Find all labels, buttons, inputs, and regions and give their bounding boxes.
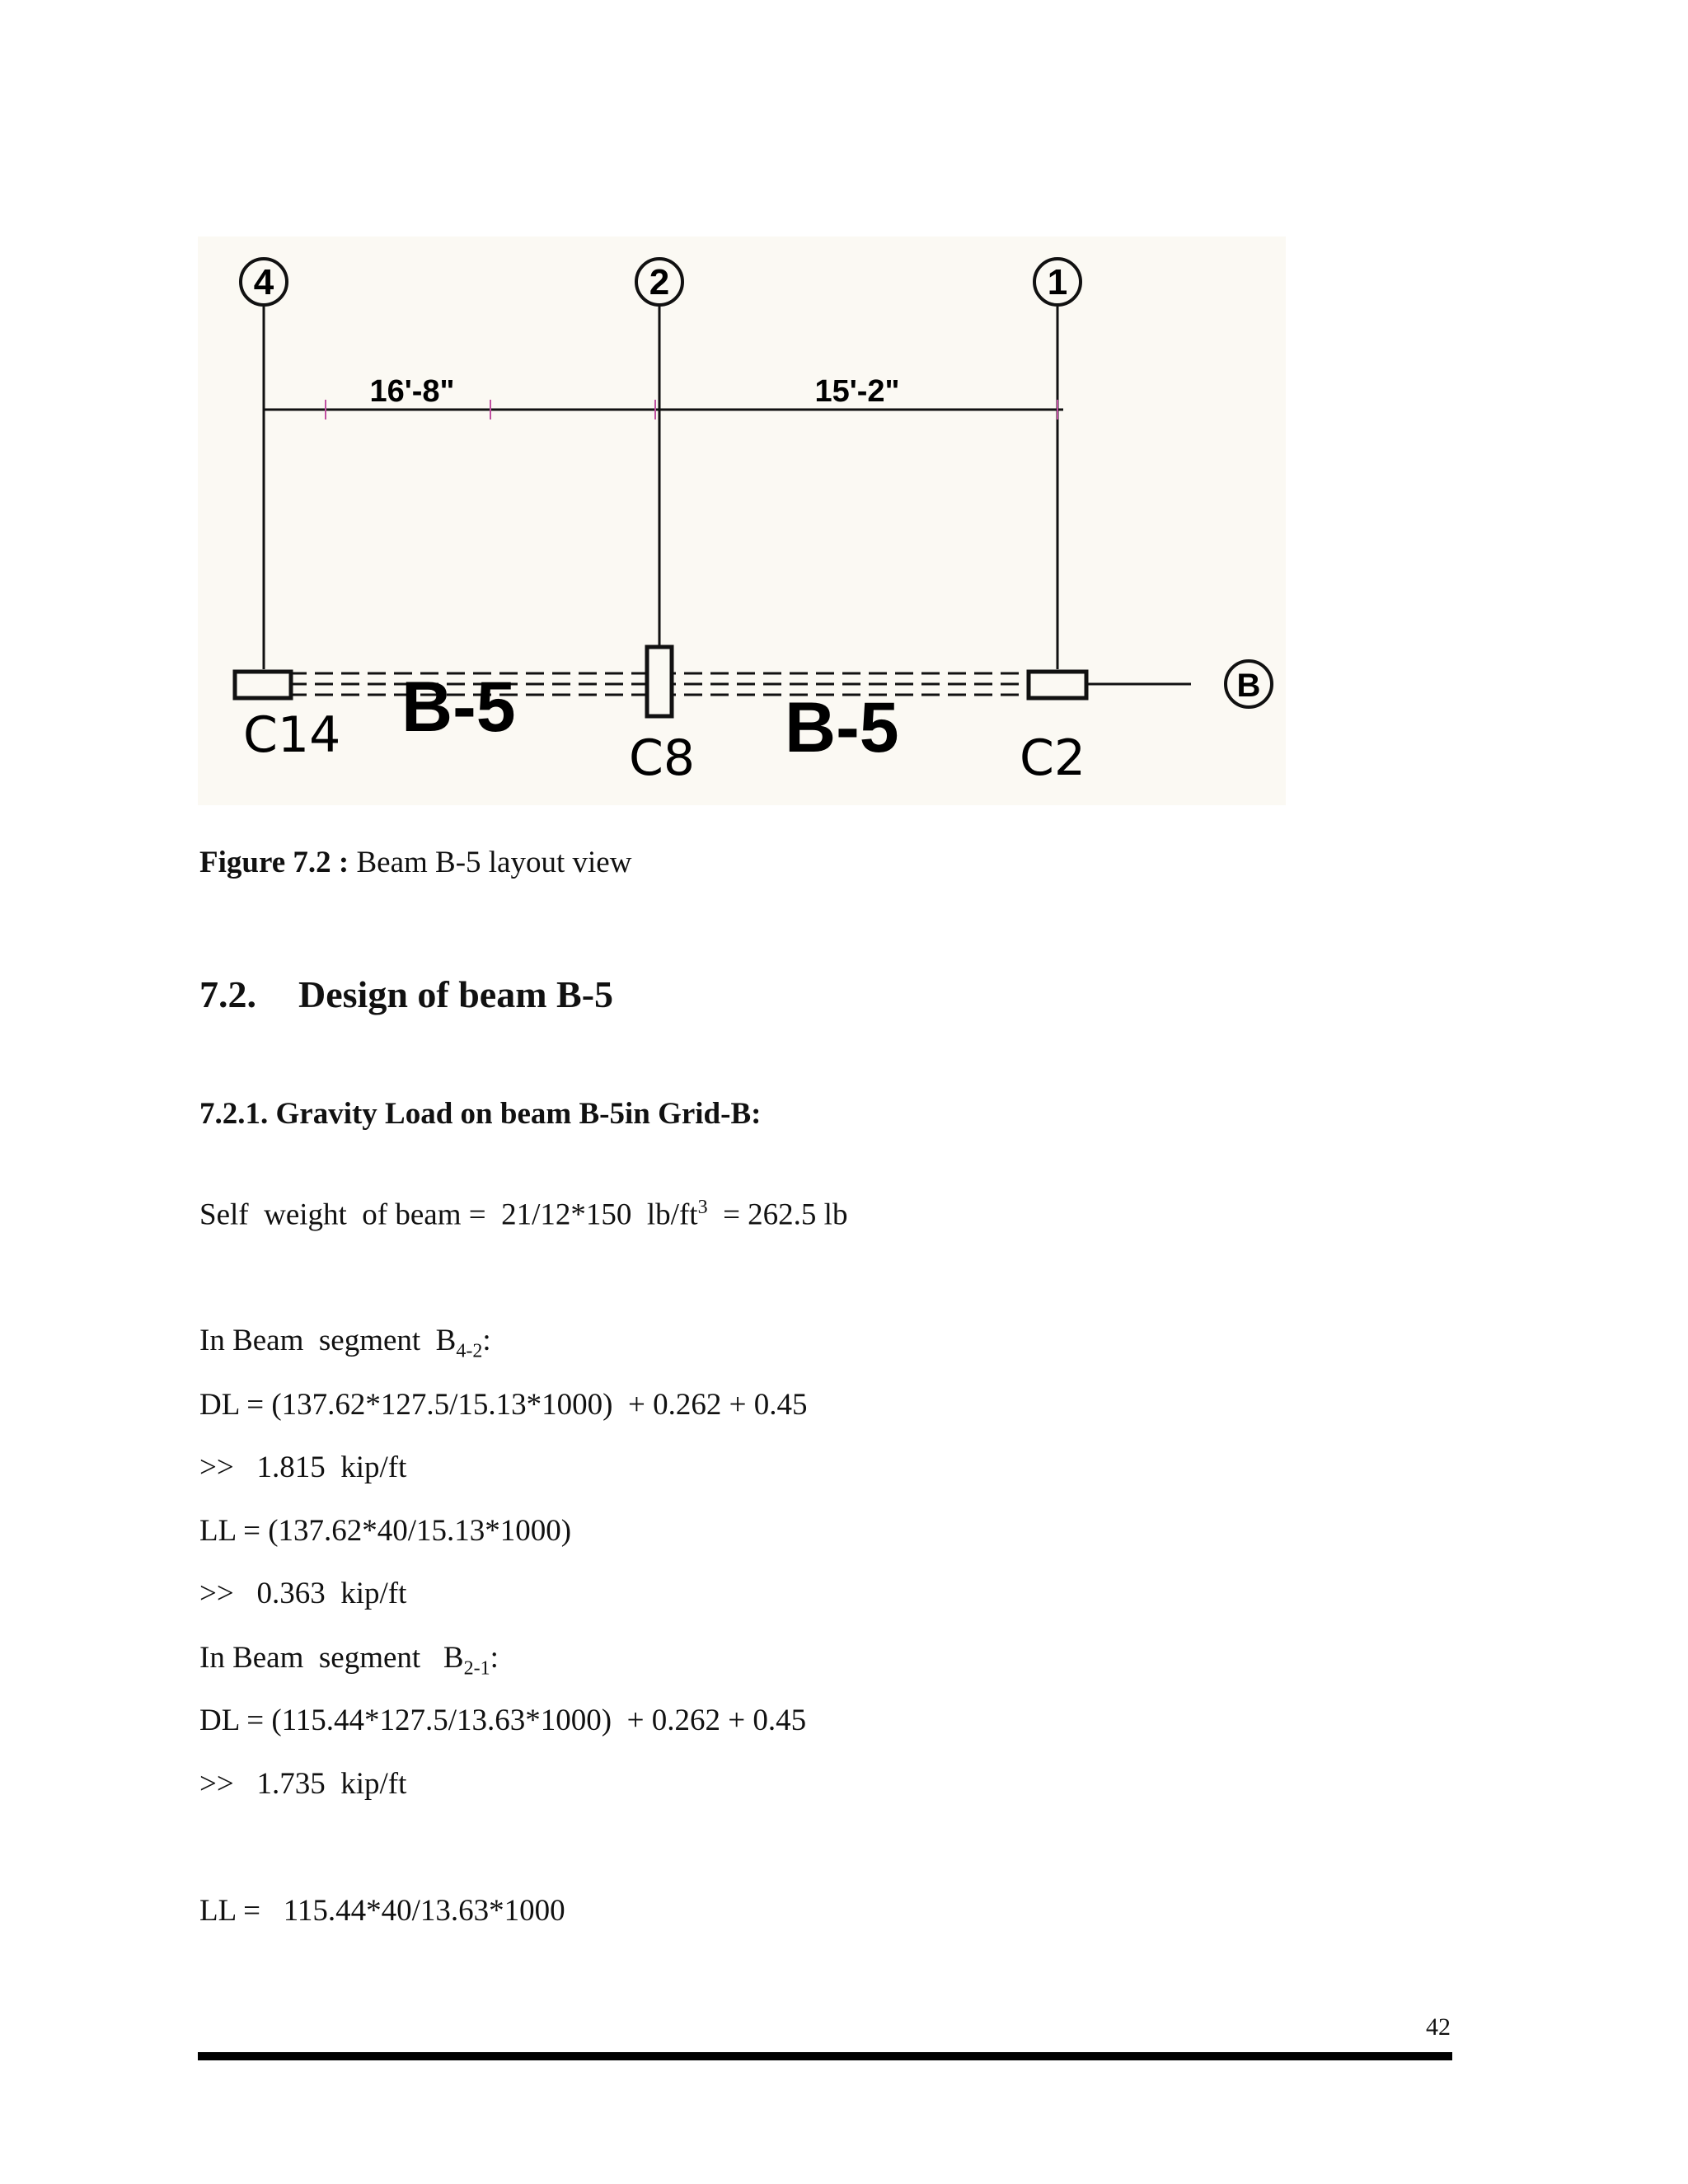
segment-2-suffix: : — [490, 1641, 499, 1675]
svg-text:2: 2 — [649, 262, 670, 302]
segment-1-subscript: 4-2 — [456, 1340, 483, 1362]
ll-segment-2: LL = 115.44*40/13.63*1000 — [199, 1894, 565, 1928]
dl-segment-2-result: >> 1.735 kip/ft — [199, 1767, 407, 1801]
column-label-c14: C14 — [243, 706, 341, 764]
section-number: 7.2. — [199, 973, 256, 1015]
dl-segment-1-result: >> 1.815 kip/ft — [199, 1451, 407, 1484]
section-heading — [199, 972, 613, 1016]
segment-1-prefix: In Beam segment B — [199, 1324, 457, 1357]
column-label-c8: C8 — [629, 729, 696, 787]
figure-caption — [199, 845, 631, 880]
ll-segment-1: LL = (137.62*40/15.13*1000) — [199, 1514, 572, 1548]
segment-2-heading — [199, 1640, 499, 1680]
dl-segment-2: DL = (115.44*127.5/13.63*1000) + 0.262 + 0.45 — [199, 1704, 807, 1737]
footer-rule — [198, 2052, 1452, 2060]
dimension-label-1: 16'-8" — [369, 374, 455, 409]
grid-bubble-2 — [636, 259, 682, 305]
beam-layout-drawing — [198, 237, 1286, 805]
dimension-label-2: 15'-2" — [814, 374, 900, 409]
segment-2-subscript: 2-1 — [463, 1657, 490, 1680]
caption-text: Beam B-5 layout view — [349, 846, 632, 879]
self-weight-line — [199, 1197, 847, 1232]
column-c14 — [235, 672, 291, 698]
beam-layout-figure — [198, 237, 1286, 805]
caption-label: Figure 7.2 : — [199, 846, 349, 879]
beam-label-1: B-5 — [401, 668, 516, 747]
beam-label-2: B-5 — [785, 688, 899, 767]
grid-bubble-1 — [1034, 259, 1081, 305]
grid-bubble-4 — [241, 259, 287, 305]
svg-text:B: B — [1236, 668, 1261, 704]
column-c8 — [647, 647, 672, 716]
self-weight-text: Self weight of beam = 21/12*150 lb/ft — [199, 1197, 698, 1232]
section-title: Design of beam B-5 — [298, 973, 614, 1015]
segment-1-heading — [199, 1323, 491, 1362]
subsection-heading: 7.2.1. Gravity Load on beam B-5in Grid-B: — [199, 1097, 762, 1131]
self-weight-result: = 262.5 lb — [707, 1197, 848, 1232]
self-weight-exponent: 3 — [697, 1197, 708, 1218]
svg-text:1: 1 — [1047, 262, 1068, 302]
segment-1-suffix: : — [482, 1324, 491, 1357]
svg-text:4: 4 — [253, 262, 274, 302]
page-number: 42 — [1426, 2013, 1451, 2041]
grid-bubble-b — [1226, 661, 1272, 707]
dl-segment-1: DL = (137.62*127.5/15.13*1000) + 0.262 + 0.45 — [199, 1388, 808, 1422]
column-label-c2: C2 — [1020, 729, 1086, 787]
column-c2 — [1029, 672, 1086, 698]
ll-segment-1-result: >> 0.363 kip/ft — [199, 1577, 407, 1610]
segment-2-prefix: In Beam segment B — [199, 1641, 464, 1675]
